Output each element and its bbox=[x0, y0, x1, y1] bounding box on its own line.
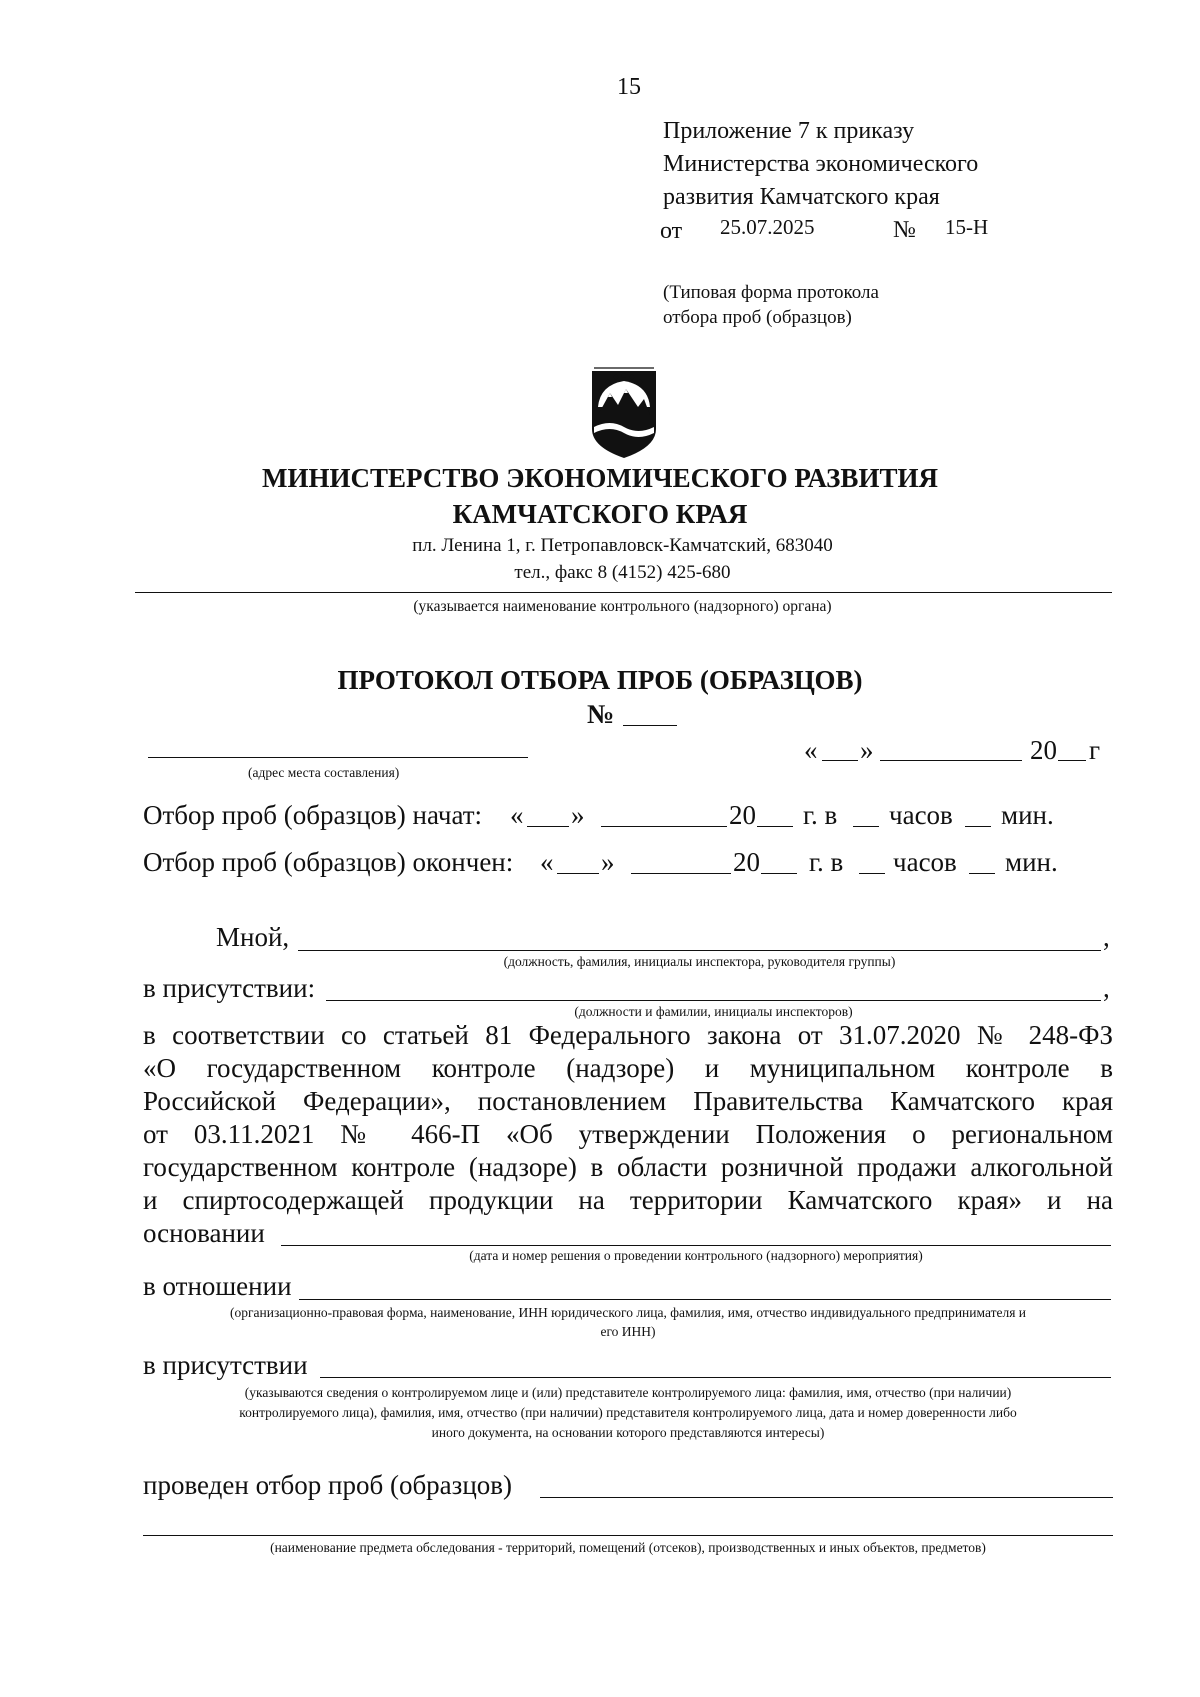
started-minutes-label: мин. bbox=[1001, 800, 1054, 830]
coat-of-arms-emblem bbox=[586, 367, 662, 460]
ended-minutes-blank bbox=[969, 873, 995, 874]
started-month-blank bbox=[601, 826, 727, 827]
presence-controlled-label: в присутствии bbox=[143, 1350, 308, 1380]
legal-paragraph-line-4: от 03.11.2021 № 466-П «Об утверждении Положения о региональном bbox=[143, 1119, 1113, 1149]
presence-controlled-blank bbox=[320, 1377, 1111, 1378]
appendix-date-prefix: от bbox=[660, 218, 683, 244]
started-hours-blank bbox=[853, 826, 879, 827]
regarding-caption-line-2: его ИНН) bbox=[600, 1324, 656, 1339]
ended-quote-open: « bbox=[540, 847, 554, 877]
date-day-blank bbox=[822, 760, 858, 761]
sampling-label: проведен отбор проб (образцов) bbox=[143, 1470, 513, 1500]
by-me-comma: , bbox=[1103, 922, 1110, 952]
presence-inspectors-blank bbox=[326, 1000, 1101, 1001]
organization-underline bbox=[135, 592, 1112, 593]
basis-caption: (дата и номер решения о проведении контрольного (надзорного) мероприятия) bbox=[469, 1248, 923, 1263]
presence-controlled-caption-line-2: контролируемого лица), фамилия, имя, отчество (при наличии) представителя контролируемого лица, дата и номер доверенности либо bbox=[239, 1405, 1017, 1420]
date-quote-open: « bbox=[804, 735, 818, 765]
ended-quote-close: » bbox=[601, 847, 615, 877]
ended-label: Отбор проб (образцов) окончен: bbox=[143, 847, 514, 877]
started-day-blank bbox=[527, 826, 569, 827]
sampling-blank bbox=[540, 1497, 1113, 1498]
by-me-label: Мной, bbox=[216, 922, 290, 952]
by-me-caption: (должность, фамилия, инициалы инспектора, руководителя группы) bbox=[503, 954, 896, 969]
legal-paragraph-line-2: «О государственном контроле (надзоре) и муниципальном контроле в bbox=[143, 1053, 1113, 1083]
legal-paragraph-line-1: в соответствии со статьей 81 Федерального закона от 31.07.2020 № 248-ФЗ bbox=[143, 1020, 1113, 1050]
organization-caption: (указывается наименование контрольного (надзорного) органа) bbox=[413, 598, 832, 615]
date-year-prefix: 20 bbox=[1030, 735, 1057, 765]
date-year-blank bbox=[1058, 760, 1086, 761]
sampling-blank-line-2 bbox=[143, 1535, 1113, 1536]
page-number: 15 bbox=[617, 74, 641, 100]
presence-inspectors-label: в присутствии: bbox=[143, 973, 316, 1003]
organization-address: пл. Ленина 1, г. Петропавловск-Камчатский, 683040 bbox=[412, 535, 833, 556]
started-label: Отбор проб (образцов) начат: bbox=[143, 800, 483, 830]
basis-blank bbox=[281, 1245, 1111, 1246]
appendix-line-3: развития Камчатского края bbox=[663, 184, 940, 210]
started-quote-close: » bbox=[571, 800, 585, 830]
appendix-date: 25.07.2025 bbox=[720, 215, 815, 239]
date-year-suffix: г bbox=[1089, 735, 1101, 765]
ended-day-blank bbox=[557, 873, 599, 874]
appendix-number: 15-Н bbox=[945, 215, 989, 239]
basis-label: основании bbox=[143, 1218, 265, 1248]
legal-paragraph-line-3: Российской Федерации», постановлением Правительства Камчатского края bbox=[143, 1086, 1113, 1116]
organization-name-line-1: МИНИСТЕРСТВО ЭКОНОМИЧЕСКОГО РАЗВИТИЯ bbox=[262, 463, 938, 493]
protocol-title: ПРОТОКОЛ ОТБОРА ПРОБ (ОБРАЗЦОВ) bbox=[337, 665, 863, 695]
protocol-number-label: № bbox=[587, 699, 615, 729]
organization-phone: тел., факс 8 (4152) 425-680 bbox=[514, 562, 731, 583]
ended-hours-label: часов bbox=[893, 847, 957, 877]
regarding-caption-line-1: (организационно-правовая форма, наименование, ИНН юридического лица, фамилия, имя, отчество индивидуального предпринимателя и bbox=[229, 1305, 1027, 1320]
by-me-blank bbox=[298, 950, 1101, 951]
date-quote-close: » bbox=[860, 735, 874, 765]
started-year-blank bbox=[757, 826, 793, 827]
presence-controlled-caption-line-3: иного документа, на основании которого представляются интересы) bbox=[431, 1425, 825, 1440]
protocol-number-blank bbox=[623, 725, 677, 726]
presence-controlled-caption-line-1: (указываются сведения о контролируемом лице и (или) представителе контролируемого лица: фамилия, имя, отчество (при наличии) bbox=[244, 1385, 1012, 1400]
ended-hours-blank bbox=[859, 873, 885, 874]
address-blank bbox=[148, 757, 528, 758]
ended-month-blank bbox=[631, 873, 731, 874]
organization-name-line-2: КАМЧАТСКОГО КРАЯ bbox=[452, 499, 748, 529]
legal-paragraph-line-5: государственном контроле (надзоре) в области розничной продажи алкогольной bbox=[143, 1152, 1113, 1182]
presence-inspectors-comma: , bbox=[1103, 973, 1110, 1003]
address-caption: (адрес места составления) bbox=[248, 765, 400, 780]
ended-gv: г. в bbox=[809, 847, 844, 877]
sampling-caption: (наименование предмета обследования - территорий, помещений (отсеков), производственных и иных объектов, предметов) bbox=[270, 1540, 986, 1555]
started-gv: г. в bbox=[803, 800, 838, 830]
started-minutes-blank bbox=[965, 826, 991, 827]
regarding-label: в отношении bbox=[143, 1271, 292, 1301]
form-note-line-1: (Типовая форма протокола bbox=[663, 282, 879, 303]
presence-inspectors-caption: (должности и фамилии, инициалы инспекторов) bbox=[574, 1004, 853, 1019]
legal-paragraph-line-6: и спиртосодержащей продукции на территории Камчатского края» и на bbox=[143, 1185, 1113, 1215]
ended-year-prefix: 20 bbox=[733, 847, 760, 877]
started-year-prefix: 20 bbox=[729, 800, 756, 830]
appendix-line-2: Министерства экономического bbox=[663, 151, 979, 177]
appendix-number-prefix: № bbox=[893, 217, 916, 243]
regarding-blank bbox=[299, 1299, 1111, 1300]
ended-minutes-label: мин. bbox=[1005, 847, 1058, 877]
date-month-blank bbox=[880, 760, 1022, 761]
started-hours-label: часов bbox=[889, 800, 953, 830]
appendix-line-1: Приложение 7 к приказу bbox=[663, 118, 915, 144]
form-note-line-2: отбора проб (образцов) bbox=[663, 307, 852, 328]
ended-year-blank bbox=[761, 873, 797, 874]
started-quote-open: « bbox=[510, 800, 524, 830]
